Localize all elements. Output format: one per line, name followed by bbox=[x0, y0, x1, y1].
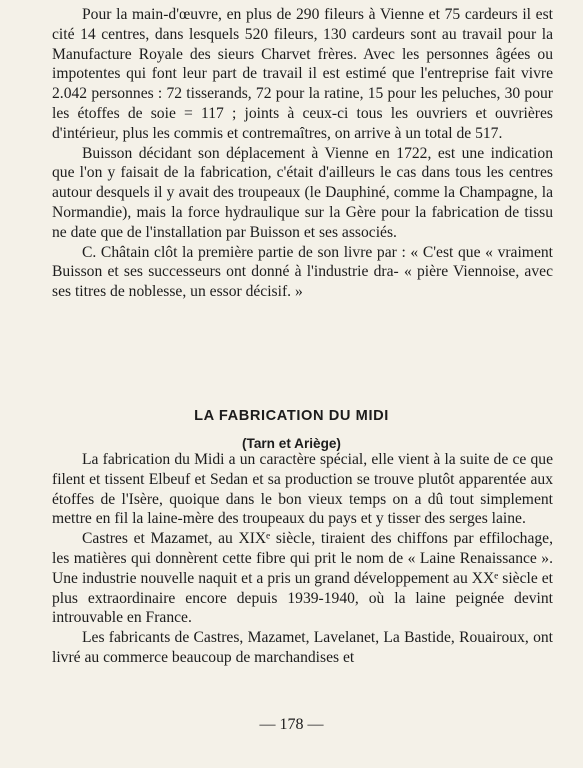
text-block-top bbox=[52, 5, 553, 302]
page-number: — 178 — bbox=[259, 716, 324, 733]
paragraph-midi-intro: La fabrication du Midi a un caractère spécial, elle vient à la suite de ce que filent et tissent Elbeuf et Sedan et sa production se trouve plutôt apparentée aux étoffes de l'Isère, quoique dans le bon vieux temps on a dû tout simplement mettre en fil la laine-mère des troupeaux du pays et y tisser des serges laine. bbox=[52, 451, 553, 528]
section-subtitle: (Tarn et Ariège) bbox=[242, 436, 341, 451]
text-block-bottom bbox=[52, 450, 553, 668]
paragraph-castres-mazamet: Castres et Mazamet, au XIXᵉ siècle, tiraient des chiffons par effilochage, les matières qui donnèrent cette fibre qui prit le nom de « Laine Renaissance ». Une industrie nouvelle naquit et a pris un grand développement au XXᵉ siècle et plus extraordinaire encore depuis 1939-1940, où la laine peignée devint introuvable en France. bbox=[52, 530, 553, 627]
section-title: LA FABRICATION DU MIDI bbox=[194, 408, 389, 424]
paragraph-buisson: Buisson décidant son déplacement à Vienne en 1722, est une indication que l'on y faisait de la fabrication, c'était d'ailleurs le cas dans tous les centres autour desquels il y avait des troupeaux (le Dauphiné, comme la Champagne, la Normandie), mais la force hydraulique sur la Gère pour la fabrication de tissu ne date que de l'installation par Buisson et ses associés. bbox=[52, 144, 553, 241]
paragraph-chatain-quote: C. Châtain clôt la première partie de son livre par : « C'est que « vraiment Buisson et ses successeurs ont donné à l'industrie dra- « pière Viennoise, avec ses titres de noblesse, un essor décisif. » bbox=[52, 243, 553, 301]
paragraph-fabricants: Les fabricants de Castres, Mazamet, Lavelanet, La Bastide, Rouairoux, ont livré au commerce beaucoup de marchandises et bbox=[52, 629, 553, 666]
paragraph-workforce: Pour la main-d'œuvre, en plus de 290 fileurs à Vienne et 75 cardeurs il est cité 14 centres, dans lesquels 520 fileurs, 130 cardeurs sont au travail pour la Manufacture Royale des sieurs Charvet frères. Avec les personnes âgées ou impotentes qui font leur part de travail il est estimé que l'entreprise fait vivre 2.042 personnes : 72 tisserands, 72 pour la ratine, 15 pour les peluches, 30 pour les étoffes de soie = 117 ; joints à ceux-ci tous les ouvriers et ouvrières d'intérieur, plus les commis et contremaîtres, on arrive à un total de 517. bbox=[52, 6, 553, 142]
